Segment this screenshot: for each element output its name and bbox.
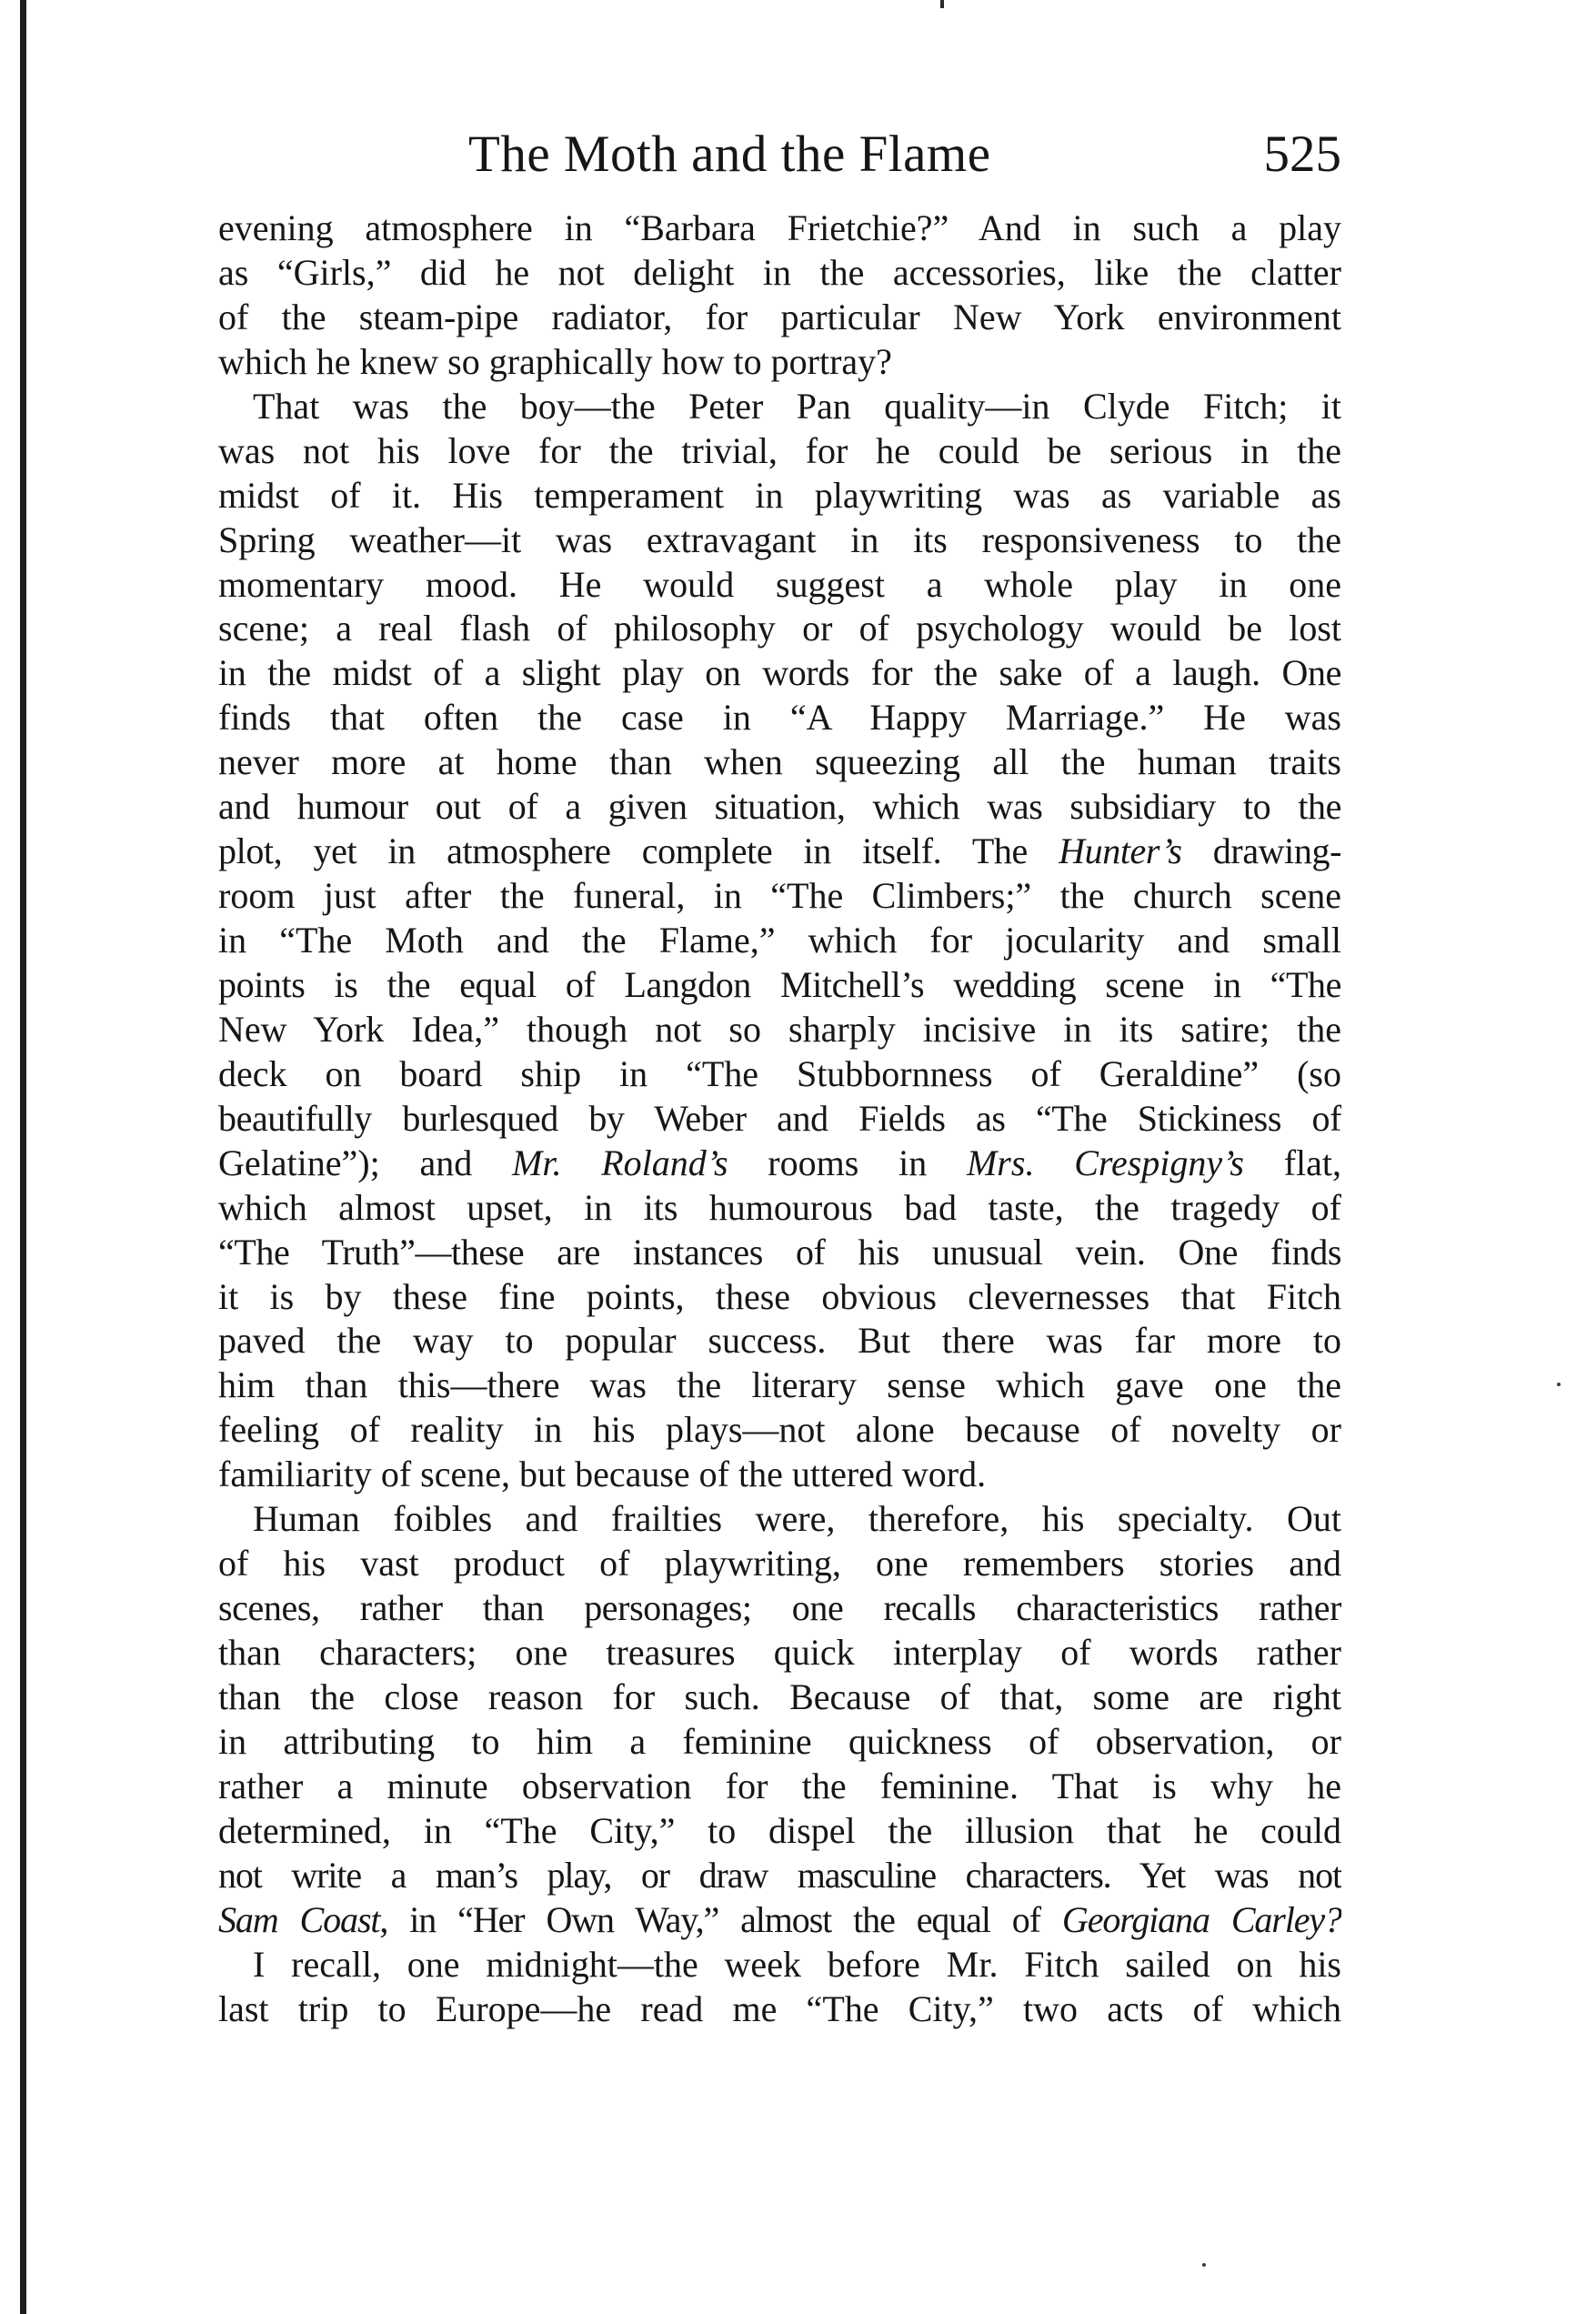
scan-mark bbox=[940, 0, 944, 8]
text-line bbox=[218, 830, 1341, 874]
text-line: was not his love for the trivial, for he could be serious in the bbox=[218, 429, 1341, 471]
text-line: it is by these fine points, these obvious clevernesses that Fitch bbox=[218, 1275, 1341, 1317]
text-line: than characters; one treasures quick interplay of words rather bbox=[218, 1632, 1341, 1673]
paragraph bbox=[218, 1943, 1341, 2032]
text-run: flat, bbox=[1243, 1142, 1341, 1183]
text-line: never more at home than when squeezing all the human traits bbox=[218, 741, 1341, 783]
italic-name: Georgiana Carley? bbox=[1061, 1898, 1341, 1940]
text-line: evening atmosphere in “Barbara Frietchie?” And in such a play bbox=[218, 207, 1341, 248]
text-line bbox=[218, 1898, 1341, 1943]
page-number: 525 bbox=[1263, 126, 1341, 183]
text-line: rather a minute observation for the feminine. That is why he bbox=[218, 1765, 1341, 1806]
text-line: room just after the funeral, in “The Climbers;” the church scene bbox=[218, 875, 1341, 917]
text-line: Human foibles and frailties were, therefore, his specialty. Out bbox=[253, 1498, 1341, 1540]
text-line: Spring weather—it was extravagant in its responsiveness to the bbox=[218, 518, 1341, 560]
text-run: Gelatine”); and bbox=[218, 1142, 512, 1183]
text-run: , in “Her Own Way,” almost the equal of bbox=[379, 1898, 1062, 1940]
italic-name: Mrs. Crespigny’s bbox=[966, 1142, 1244, 1183]
text-line: familiarity of scene, but because of the uttered word. bbox=[218, 1454, 987, 1495]
text-line: scenes, rather than personages; one recalls characteristics rather bbox=[218, 1587, 1341, 1629]
binding-edge-shadow bbox=[20, 0, 26, 2314]
text-line: finds that often the case in “A Happy Marriage.” He was bbox=[218, 697, 1341, 739]
italic-name: Hunter’s bbox=[1059, 830, 1182, 872]
text-line: which almost upset, in its humourous bad taste, the tragedy of bbox=[218, 1186, 1341, 1228]
scan-speck bbox=[1557, 1383, 1561, 1386]
paragraph bbox=[218, 206, 1341, 385]
italic-name: Mr. Roland’s bbox=[512, 1142, 728, 1183]
text-run: drawing- bbox=[1181, 830, 1341, 872]
body-text bbox=[218, 206, 1341, 2031]
text-line: I recall, one midnight—the week before Mr. Fitch sailed on his bbox=[253, 1943, 1341, 1985]
running-header bbox=[218, 118, 1341, 191]
text-line: than the close reason for such. Because of that, some are right bbox=[218, 1675, 1341, 1717]
text-line: in the midst of a slight play on words for the sake of a laugh. One bbox=[218, 652, 1341, 694]
text-line: in “The Moth and the Flame,” which for jocularity and small bbox=[218, 920, 1341, 961]
text-line: deck on board ship in “The Stubbornness of Geraldine” (so bbox=[218, 1052, 1341, 1094]
paragraph bbox=[218, 385, 1341, 1497]
text-run: plot, yet in atmosphere complete in itself. The bbox=[218, 830, 1059, 872]
text-line: paved the way to popular success. But there was far more to bbox=[218, 1320, 1341, 1362]
text-line: not write a man’s play, or draw masculine characters. Yet was not bbox=[218, 1854, 1341, 1896]
paragraph bbox=[218, 1497, 1341, 1942]
text-line: determined, in “The City,” to dispel the illusion that he could bbox=[218, 1809, 1341, 1851]
text-line: and humour out of a given situation, which was subsidiary to the bbox=[218, 786, 1341, 828]
text-line: of the steam-pipe radiator, for particular New York environment bbox=[218, 296, 1341, 337]
text-line: last trip to Europe—he read me “The City,” two acts of which bbox=[218, 1987, 1341, 2029]
text-run: rooms in bbox=[728, 1142, 967, 1183]
italic-name: Sam Coast bbox=[218, 1898, 380, 1940]
text-line: points is the equal of Langdon Mitchell’s wedding scene in “The bbox=[218, 963, 1341, 1005]
text-line: scene; a real flash of philosophy or of psychology would be lost bbox=[218, 608, 1341, 649]
text-line: in attributing to him a feminine quickness of observation, or bbox=[218, 1720, 1341, 1762]
scan-speck bbox=[1202, 2263, 1206, 2267]
text-line: him than this—there was the literary sense which gave one the bbox=[218, 1364, 1341, 1406]
text-line: feeling of reality in his plays—not alone because of novelty or bbox=[218, 1409, 1341, 1451]
text-line: New York Idea,” though not so sharply incisive in its satire; the bbox=[218, 1008, 1341, 1050]
text-line: That was the boy—the Peter Pan quality—in Clyde Fitch; it bbox=[253, 385, 1341, 427]
text-line: of his vast product of playwriting, one remembers stories and bbox=[218, 1543, 1341, 1585]
text-line: midst of it. His temperament in playwriting was as variable as bbox=[218, 474, 1341, 516]
text-line: “The Truth”—these are instances of his unusual vein. One finds bbox=[218, 1231, 1341, 1273]
text-line: momentary mood. He would suggest a whole play in one bbox=[218, 563, 1341, 605]
text-line: as “Girls,” did he not delight in the accessories, like the clatter bbox=[218, 251, 1341, 293]
running-title: The Moth and the Flame bbox=[468, 126, 991, 183]
text-line: which he knew so graphically how to portray? bbox=[218, 340, 892, 382]
text-line: beautifully burlesqued by Weber and Fields as “The Stickiness of bbox=[218, 1097, 1341, 1139]
text-line bbox=[218, 1142, 1341, 1186]
